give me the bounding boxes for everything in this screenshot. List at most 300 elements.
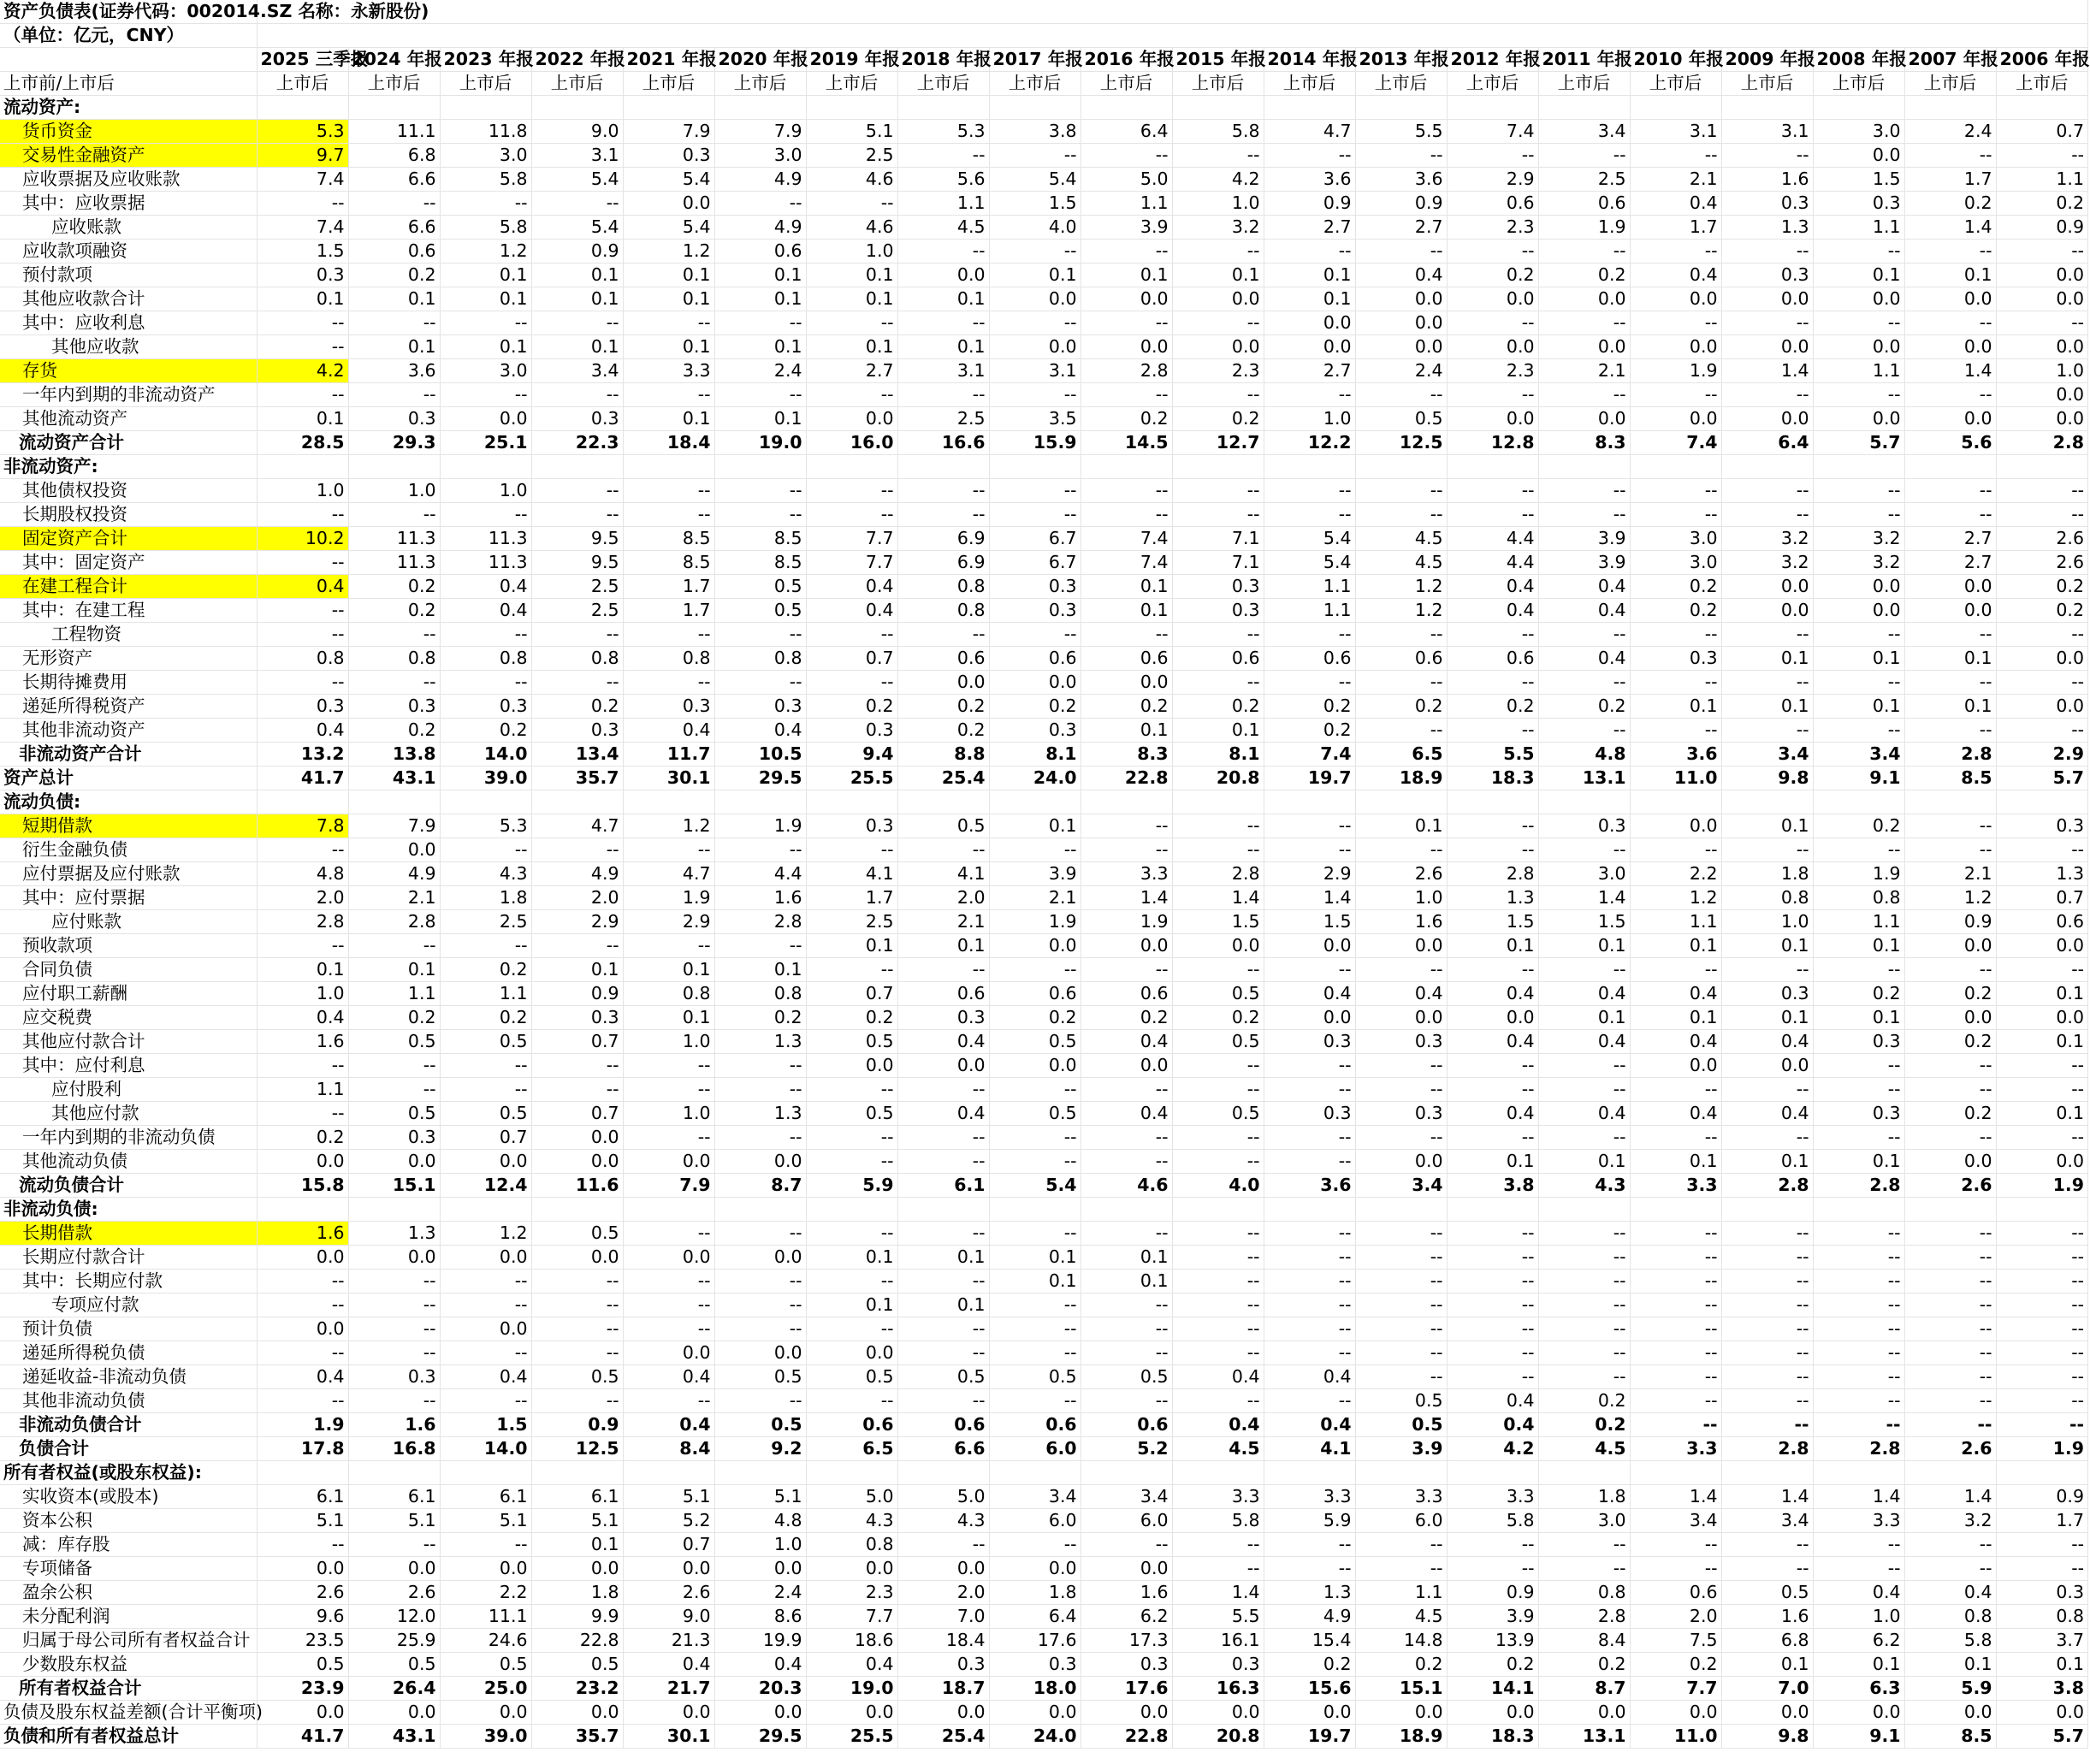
value-cell[interactable]: 0.4 — [1538, 982, 1630, 1006]
value-cell[interactable]: -- — [1264, 383, 1355, 407]
value-cell[interactable]: -- — [1813, 719, 1904, 743]
value-cell[interactable]: -- — [714, 479, 806, 503]
value-cell[interactable]: 0.1 — [714, 263, 806, 287]
value-cell[interactable]: -- — [1996, 1557, 2087, 1581]
value-cell[interactable]: 0.1 — [531, 263, 623, 287]
period-header[interactable]: 2009 年报 — [1721, 48, 1813, 72]
value-cell[interactable]: 15.1 — [1355, 1677, 1447, 1701]
value-cell[interactable]: 7.7 — [806, 527, 897, 551]
row-label[interactable]: 固定资产合计 — [0, 527, 257, 551]
value-cell[interactable]: 4.9 — [531, 862, 623, 886]
value-cell[interactable]: -- — [531, 503, 623, 527]
value-cell[interactable]: 0.1 — [1264, 287, 1355, 311]
value-cell[interactable]: 22.8 — [1081, 767, 1172, 790]
value-cell[interactable]: 1.4 — [1721, 359, 1813, 383]
value-cell[interactable]: -- — [440, 192, 531, 216]
value-cell[interactable]: 0.1 — [257, 287, 348, 311]
value-cell[interactable]: -- — [1081, 1533, 1172, 1557]
value-cell[interactable]: 0.7 — [1996, 886, 2087, 910]
value-cell[interactable]: 0.5 — [1172, 1102, 1264, 1126]
row-label[interactable]: 实收资本(或股本) — [0, 1485, 257, 1509]
value-cell[interactable]: -- — [1904, 383, 1996, 407]
value-cell[interactable] — [1264, 96, 1355, 120]
value-cell[interactable]: 0.0 — [1355, 287, 1447, 311]
value-cell[interactable] — [1447, 790, 1538, 814]
value-cell[interactable]: 0.2 — [348, 263, 440, 287]
value-cell[interactable]: 1.0 — [257, 479, 348, 503]
value-cell[interactable]: 2.6 — [348, 1581, 440, 1605]
value-cell[interactable]: 30.1 — [623, 767, 714, 790]
value-cell[interactable]: 3.0 — [440, 359, 531, 383]
value-cell[interactable]: 6.1 — [440, 1485, 531, 1509]
row-label[interactable]: 合同负债 — [0, 958, 257, 982]
value-cell[interactable]: -- — [1081, 1389, 1172, 1413]
value-cell[interactable]: 9.8 — [1721, 1725, 1813, 1749]
value-cell[interactable]: 1.0 — [440, 479, 531, 503]
value-cell[interactable]: 0.0 — [1172, 335, 1264, 359]
value-cell[interactable]: -- — [1813, 1317, 1904, 1341]
value-cell[interactable]: 0.0 — [1081, 1701, 1172, 1725]
value-cell[interactable]: -- — [806, 838, 897, 862]
value-cell[interactable]: 0.2 — [714, 1006, 806, 1030]
value-cell[interactable]: 6.9 — [897, 527, 989, 551]
value-cell[interactable]: 0.4 — [1355, 263, 1447, 287]
value-cell[interactable] — [806, 1198, 897, 1222]
period-header[interactable]: 2007 年报 — [1904, 48, 1996, 72]
value-cell[interactable]: 0.0 — [257, 1701, 348, 1725]
value-cell[interactable]: 0.1 — [257, 958, 348, 982]
value-cell[interactable]: 0.1 — [806, 287, 897, 311]
value-cell[interactable]: 0.4 — [1721, 1102, 1813, 1126]
value-cell[interactable]: 11.1 — [440, 1605, 531, 1629]
row-label[interactable]: 交易性金融资产 — [0, 144, 257, 168]
value-cell[interactable]: -- — [257, 503, 348, 527]
value-cell[interactable]: 0.6 — [806, 1413, 897, 1437]
value-cell[interactable]: 4.4 — [1447, 527, 1538, 551]
value-cell[interactable]: 8.1 — [989, 743, 1081, 767]
period-header[interactable]: 2012 年报 — [1447, 48, 1538, 72]
value-cell[interactable]: 0.1 — [989, 1270, 1081, 1293]
value-cell[interactable]: -- — [1538, 1078, 1630, 1102]
value-cell[interactable]: 6.7 — [989, 527, 1081, 551]
value-cell[interactable]: 1.1 — [1996, 168, 2087, 192]
value-cell[interactable]: -- — [897, 1126, 989, 1150]
value-cell[interactable]: -- — [1904, 719, 1996, 743]
value-cell[interactable]: 3.2 — [1813, 551, 1904, 575]
value-cell[interactable]: 1.4 — [1081, 886, 1172, 910]
row-label[interactable]: 其中：应付票据 — [0, 886, 257, 910]
value-cell[interactable]: 3.2 — [1721, 527, 1813, 551]
value-cell[interactable]: -- — [348, 1533, 440, 1557]
value-cell[interactable]: 0.2 — [1264, 695, 1355, 719]
value-cell[interactable]: 2.7 — [1264, 359, 1355, 383]
value-cell[interactable]: 0.4 — [1538, 599, 1630, 623]
value-cell[interactable]: -- — [1538, 311, 1630, 335]
value-cell[interactable]: 0.3 — [806, 719, 897, 743]
value-cell[interactable]: -- — [1721, 1365, 1813, 1389]
value-cell[interactable]: 16.8 — [348, 1437, 440, 1461]
value-cell[interactable]: -- — [1721, 503, 1813, 527]
value-cell[interactable]: 13.8 — [348, 743, 440, 767]
value-cell[interactable]: -- — [1447, 1246, 1538, 1270]
value-cell[interactable]: -- — [1538, 1126, 1630, 1150]
value-cell[interactable]: 2.1 — [897, 910, 989, 934]
value-cell[interactable]: -- — [1721, 240, 1813, 263]
value-cell[interactable]: 0.4 — [806, 599, 897, 623]
value-cell[interactable]: -- — [1721, 1293, 1813, 1317]
value-cell[interactable]: -- — [1538, 1054, 1630, 1078]
value-cell[interactable]: 0.8 — [257, 647, 348, 671]
value-cell[interactable]: -- — [440, 1533, 531, 1557]
value-cell[interactable]: -- — [1172, 838, 1264, 862]
value-cell[interactable]: -- — [1538, 623, 1630, 647]
value-cell[interactable]: 0.1 — [1813, 695, 1904, 719]
value-cell[interactable]: 4.8 — [257, 862, 348, 886]
value-cell[interactable]: 9.8 — [1721, 767, 1813, 790]
value-cell[interactable]: 8.7 — [714, 1174, 806, 1198]
value-cell[interactable]: 0.1 — [348, 287, 440, 311]
value-cell[interactable]: -- — [897, 383, 989, 407]
value-cell[interactable]: 3.6 — [1264, 1174, 1355, 1198]
value-cell[interactable]: -- — [989, 1389, 1081, 1413]
value-cell[interactable]: 12.2 — [1264, 431, 1355, 455]
value-cell[interactable]: 1.0 — [1996, 359, 2087, 383]
value-cell[interactable]: 1.9 — [1630, 359, 1721, 383]
value-cell[interactable]: 6.7 — [989, 551, 1081, 575]
value-cell[interactable]: 0.8 — [1904, 1605, 1996, 1629]
value-cell[interactable]: -- — [714, 311, 806, 335]
value-cell[interactable]: -- — [1355, 671, 1447, 695]
value-cell[interactable]: -- — [806, 1389, 897, 1413]
value-cell[interactable]: 0.3 — [1630, 647, 1721, 671]
value-cell[interactable]: 0.2 — [1630, 575, 1721, 599]
value-cell[interactable]: 13.1 — [1538, 1725, 1630, 1749]
value-cell[interactable]: 0.2 — [806, 695, 897, 719]
value-cell[interactable]: 1.5 — [440, 1413, 531, 1437]
value-cell[interactable]: 5.8 — [1172, 120, 1264, 144]
value-cell[interactable]: 0.1 — [806, 934, 897, 958]
value-cell[interactable]: -- — [989, 1293, 1081, 1317]
value-cell[interactable] — [806, 455, 897, 479]
value-cell[interactable]: 0.2 — [897, 719, 989, 743]
value-cell[interactable]: 1.3 — [1264, 1581, 1355, 1605]
value-cell[interactable]: 0.0 — [806, 407, 897, 431]
value-cell[interactable]: 0.1 — [1630, 1006, 1721, 1030]
value-cell[interactable]: -- — [714, 934, 806, 958]
value-cell[interactable]: 7.4 — [257, 216, 348, 240]
value-cell[interactable]: 41.7 — [257, 1725, 348, 1749]
value-cell[interactable] — [440, 455, 531, 479]
value-cell[interactable]: 3.6 — [348, 359, 440, 383]
value-cell[interactable]: 0.1 — [897, 934, 989, 958]
value-cell[interactable]: 0.1 — [989, 1246, 1081, 1270]
value-cell[interactable]: 0.1 — [897, 335, 989, 359]
value-cell[interactable]: 1.5 — [1447, 910, 1538, 934]
value-cell[interactable]: 0.3 — [1996, 1581, 2087, 1605]
value-cell[interactable]: 0.0 — [1447, 335, 1538, 359]
value-cell[interactable]: 0.1 — [714, 335, 806, 359]
value-cell[interactable]: 5.2 — [1081, 1437, 1172, 1461]
value-cell[interactable]: -- — [1447, 814, 1538, 838]
value-cell[interactable]: 0.2 — [1904, 192, 1996, 216]
value-cell[interactable]: 0.2 — [1904, 982, 1996, 1006]
value-cell[interactable]: 5.4 — [989, 1174, 1081, 1198]
value-cell[interactable]: 0.0 — [1721, 575, 1813, 599]
value-cell[interactable]: 0.1 — [806, 335, 897, 359]
value-cell[interactable]: -- — [806, 311, 897, 335]
value-cell[interactable]: 1.8 — [531, 1581, 623, 1605]
value-cell[interactable]: -- — [1721, 1389, 1813, 1413]
value-cell[interactable]: 1.9 — [257, 1413, 348, 1437]
value-cell[interactable] — [1630, 1198, 1721, 1222]
value-cell[interactable]: 4.3 — [897, 1509, 989, 1533]
value-cell[interactable]: 0.2 — [1172, 407, 1264, 431]
value-cell[interactable]: 20.8 — [1172, 1725, 1264, 1749]
value-cell[interactable]: 1.0 — [714, 1533, 806, 1557]
value-cell[interactable]: -- — [257, 1102, 348, 1126]
value-cell[interactable]: 3.4 — [1538, 120, 1630, 144]
value-cell[interactable]: 1.4 — [1813, 1485, 1904, 1509]
value-cell[interactable]: 0.8 — [348, 647, 440, 671]
value-cell[interactable] — [1081, 1461, 1172, 1485]
value-cell[interactable]: 0.0 — [348, 838, 440, 862]
value-cell[interactable]: 1.2 — [1630, 886, 1721, 910]
value-cell[interactable]: 3.6 — [1630, 743, 1721, 767]
value-cell[interactable]: 0.1 — [1996, 982, 2087, 1006]
value-cell[interactable]: 0.0 — [1904, 407, 1996, 431]
value-cell[interactable]: 0.5 — [531, 1653, 623, 1677]
row-label[interactable]: 其他应收款 — [0, 335, 257, 359]
value-cell[interactable]: 0.0 — [1813, 287, 1904, 311]
value-cell[interactable]: 0.5 — [989, 1102, 1081, 1126]
value-cell[interactable] — [1447, 1198, 1538, 1222]
value-cell[interactable]: 0.4 — [440, 575, 531, 599]
value-cell[interactable]: 19.0 — [714, 431, 806, 455]
value-cell[interactable]: 0.8 — [714, 982, 806, 1006]
value-cell[interactable] — [1172, 1198, 1264, 1222]
value-cell[interactable]: -- — [806, 671, 897, 695]
value-cell[interactable]: 11.6 — [531, 1174, 623, 1198]
value-cell[interactable]: -- — [257, 551, 348, 575]
value-cell[interactable]: 0.1 — [1904, 647, 1996, 671]
value-cell[interactable]: 1.1 — [1813, 216, 1904, 240]
value-cell[interactable]: 22.3 — [531, 431, 623, 455]
value-cell[interactable]: 18.9 — [1355, 1725, 1447, 1749]
value-cell[interactable]: 0.3 — [1721, 982, 1813, 1006]
value-cell[interactable]: -- — [623, 1389, 714, 1413]
value-cell[interactable]: 0.0 — [1813, 1701, 1904, 1725]
row-label[interactable]: 长期股权投资 — [0, 503, 257, 527]
value-cell[interactable]: 0.1 — [531, 335, 623, 359]
value-cell[interactable]: -- — [1355, 1365, 1447, 1389]
value-cell[interactable]: -- — [1813, 1389, 1904, 1413]
row-label[interactable]: 专项储备 — [0, 1557, 257, 1581]
value-cell[interactable]: -- — [1813, 671, 1904, 695]
value-cell[interactable]: -- — [257, 671, 348, 695]
value-cell[interactable]: 1.9 — [1538, 216, 1630, 240]
value-cell[interactable] — [1904, 96, 1996, 120]
value-cell[interactable]: 0.9 — [1264, 192, 1355, 216]
row-label[interactable]: 少数股东权益 — [0, 1653, 257, 1677]
value-cell[interactable]: 0.1 — [806, 1246, 897, 1270]
value-cell[interactable]: 0.4 — [1172, 1413, 1264, 1437]
value-cell[interactable]: -- — [1355, 1317, 1447, 1341]
value-cell[interactable]: -- — [531, 192, 623, 216]
value-cell[interactable]: 3.5 — [989, 407, 1081, 431]
value-cell[interactable]: 0.9 — [531, 982, 623, 1006]
value-cell[interactable]: 6.0 — [1355, 1509, 1447, 1533]
value-cell[interactable]: -- — [1813, 1270, 1904, 1293]
value-cell[interactable]: -- — [1172, 503, 1264, 527]
value-cell[interactable]: 15.9 — [989, 431, 1081, 455]
value-cell[interactable]: 2.8 — [1172, 862, 1264, 886]
value-cell[interactable]: 7.5 — [1630, 1629, 1721, 1653]
value-cell[interactable]: 0.8 — [714, 647, 806, 671]
value-cell[interactable]: 2.0 — [897, 886, 989, 910]
value-cell[interactable]: -- — [1813, 311, 1904, 335]
value-cell[interactable]: 0.0 — [1264, 311, 1355, 335]
value-cell[interactable] — [1447, 455, 1538, 479]
value-cell[interactable]: 4.2 — [257, 359, 348, 383]
value-cell[interactable]: 6.6 — [897, 1437, 989, 1461]
value-cell[interactable]: 0.0 — [714, 1150, 806, 1174]
value-cell[interactable]: 0.5 — [440, 1030, 531, 1054]
value-cell[interactable]: 0.4 — [1447, 599, 1538, 623]
value-cell[interactable] — [1081, 1198, 1172, 1222]
value-cell[interactable]: 0.0 — [623, 1557, 714, 1581]
value-cell[interactable]: 0.0 — [623, 1150, 714, 1174]
value-cell[interactable]: 2.8 — [1813, 1174, 1904, 1198]
value-cell[interactable]: 6.4 — [1721, 431, 1813, 455]
value-cell[interactable]: 0.4 — [257, 719, 348, 743]
value-cell[interactable]: 2.5 — [531, 575, 623, 599]
value-cell[interactable]: 0.0 — [257, 1317, 348, 1341]
value-cell[interactable]: 0.0 — [440, 1701, 531, 1725]
period-header[interactable]: 2017 年报 — [989, 48, 1081, 72]
value-cell[interactable]: -- — [257, 311, 348, 335]
value-cell[interactable]: 0.1 — [623, 958, 714, 982]
value-cell[interactable]: 0.0 — [1355, 335, 1447, 359]
value-cell[interactable]: 0.2 — [1081, 695, 1172, 719]
value-cell[interactable]: -- — [1172, 383, 1264, 407]
value-cell[interactable] — [714, 455, 806, 479]
row-label[interactable]: 其他非流动资产 — [0, 719, 257, 743]
value-cell[interactable] — [806, 1461, 897, 1485]
value-cell[interactable]: -- — [989, 1317, 1081, 1341]
value-cell[interactable]: 3.4 — [1813, 743, 1904, 767]
value-cell[interactable]: 0.0 — [897, 1054, 989, 1078]
value-cell[interactable]: 2.4 — [1904, 120, 1996, 144]
period-header[interactable]: 2013 年报 — [1355, 48, 1447, 72]
value-cell[interactable]: 0.6 — [897, 1413, 989, 1437]
value-cell[interactable]: 6.0 — [989, 1437, 1081, 1461]
value-cell[interactable] — [806, 790, 897, 814]
value-cell[interactable]: -- — [1355, 958, 1447, 982]
value-cell[interactable]: 5.1 — [806, 120, 897, 144]
value-cell[interactable]: 0.0 — [1996, 1006, 2087, 1030]
value-cell[interactable]: -- — [531, 838, 623, 862]
value-cell[interactable]: 0.0 — [440, 1150, 531, 1174]
value-cell[interactable]: 0.4 — [1447, 982, 1538, 1006]
value-cell[interactable]: 12.0 — [348, 1605, 440, 1629]
value-cell[interactable]: 2.3 — [1172, 359, 1264, 383]
value-cell[interactable]: 0.0 — [1721, 1054, 1813, 1078]
row-label[interactable]: 长期借款 — [0, 1222, 257, 1246]
value-cell[interactable]: 1.2 — [440, 240, 531, 263]
value-cell[interactable]: -- — [623, 934, 714, 958]
value-cell[interactable]: -- — [1721, 1533, 1813, 1557]
value-cell[interactable]: -- — [1996, 1293, 2087, 1317]
value-cell[interactable]: 17.8 — [257, 1437, 348, 1461]
value-cell[interactable]: 0.1 — [1355, 814, 1447, 838]
value-cell[interactable]: -- — [1996, 503, 2087, 527]
value-cell[interactable]: 0.9 — [1355, 192, 1447, 216]
value-cell[interactable]: 25.4 — [897, 1725, 989, 1749]
period-header[interactable]: 2008 年报 — [1813, 48, 1904, 72]
value-cell[interactable]: 0.5 — [989, 1030, 1081, 1054]
value-cell[interactable]: 0.4 — [1813, 1581, 1904, 1605]
row-label[interactable]: 长期应付款合计 — [0, 1246, 257, 1270]
value-cell[interactable]: 8.7 — [1538, 1677, 1630, 1701]
value-cell[interactable]: 0.0 — [348, 1150, 440, 1174]
value-cell[interactable]: 2.9 — [1996, 743, 2087, 767]
value-cell[interactable]: 0.0 — [806, 1557, 897, 1581]
value-cell[interactable]: 0.3 — [257, 695, 348, 719]
value-cell[interactable]: 16.1 — [1172, 1629, 1264, 1653]
value-cell[interactable]: -- — [714, 383, 806, 407]
value-cell[interactable]: 1.8 — [1721, 862, 1813, 886]
value-cell[interactable]: -- — [1630, 503, 1721, 527]
value-cell[interactable] — [1813, 1198, 1904, 1222]
value-cell[interactable]: 0.3 — [531, 407, 623, 431]
value-cell[interactable]: 0.1 — [1721, 647, 1813, 671]
value-cell[interactable]: 0.0 — [1355, 1006, 1447, 1030]
value-cell[interactable]: 0.4 — [1447, 1102, 1538, 1126]
value-cell[interactable]: 0.6 — [1081, 982, 1172, 1006]
value-cell[interactable]: -- — [1264, 1054, 1355, 1078]
value-cell[interactable] — [623, 1198, 714, 1222]
value-cell[interactable]: -- — [1630, 1365, 1721, 1389]
value-cell[interactable]: 0.1 — [1172, 719, 1264, 743]
value-cell[interactable]: -- — [1081, 144, 1172, 168]
value-cell[interactable]: 7.4 — [1081, 551, 1172, 575]
value-cell[interactable]: 0.1 — [1081, 1270, 1172, 1293]
value-cell[interactable] — [1996, 1198, 2087, 1222]
value-cell[interactable]: -- — [1538, 1317, 1630, 1341]
value-cell[interactable] — [1538, 455, 1630, 479]
value-cell[interactable] — [531, 790, 623, 814]
value-cell[interactable]: 1.7 — [1904, 168, 1996, 192]
value-cell[interactable]: -- — [1264, 1341, 1355, 1365]
value-cell[interactable]: 0.0 — [1996, 263, 2087, 287]
value-cell[interactable] — [1904, 455, 1996, 479]
value-cell[interactable]: 2.5 — [806, 144, 897, 168]
value-cell[interactable]: 1.1 — [1630, 910, 1721, 934]
value-cell[interactable]: 41.7 — [257, 767, 348, 790]
value-cell[interactable]: -- — [1264, 1533, 1355, 1557]
value-cell[interactable]: -- — [989, 838, 1081, 862]
value-cell[interactable]: 0.0 — [531, 1150, 623, 1174]
value-cell[interactable]: -- — [1355, 623, 1447, 647]
value-cell[interactable]: -- — [440, 934, 531, 958]
value-cell[interactable]: -- — [1721, 1126, 1813, 1150]
value-cell[interactable]: 0.6 — [897, 647, 989, 671]
value-cell[interactable]: 35.7 — [531, 1725, 623, 1749]
value-cell[interactable]: 3.4 — [1721, 743, 1813, 767]
value-cell[interactable]: 6.1 — [897, 1174, 989, 1198]
value-cell[interactable]: 0.0 — [1904, 287, 1996, 311]
value-cell[interactable]: 25.5 — [806, 767, 897, 790]
